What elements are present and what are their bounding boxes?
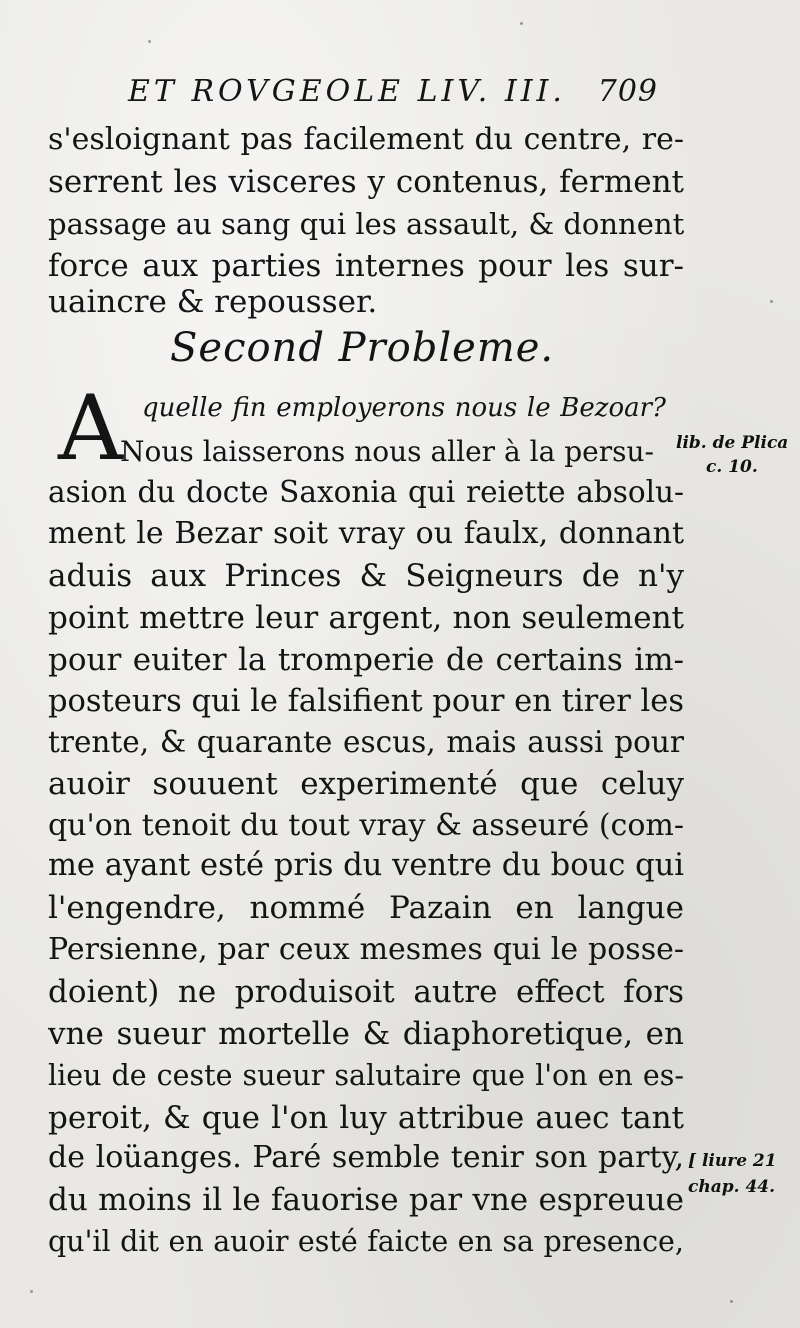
text-line: l'engendre, nommé Pazain en langue — [48, 890, 684, 926]
margin-note-plica-ref: c. 10. — [706, 457, 758, 477]
paper-speck — [30, 1290, 33, 1293]
text-line: Nous laisserons nous aller à la persu- — [120, 435, 654, 468]
text-line: me ayant esté pris du ventre du bouc qui — [48, 848, 684, 883]
text-line: qu'on tenoit du tout vray & asseuré (com- — [48, 808, 684, 843]
text-line: s'esloignant pas facilement du centre, re- — [48, 122, 684, 157]
text-line: doient) ne produisoit autre effect fors — [48, 974, 684, 1010]
text-line: qu'il dit en auoir esté faicte en sa presence, — [48, 1225, 684, 1258]
drop-cap: A — [58, 376, 123, 481]
text-line: trente, & quarante escus, mais aussi pour — [48, 725, 684, 759]
text-line: aduis aux Princes & Seigneurs de n'y — [48, 558, 684, 594]
margin-note-chap: chap. 44. — [688, 1177, 776, 1197]
text-line: passage au sang qui les assault, & donnent — [48, 207, 684, 241]
text-line: auoir souuent experimenté que celuy — [48, 766, 684, 802]
running-header — [128, 74, 658, 114]
paper-speck — [520, 22, 523, 25]
page-number: 709 — [597, 74, 658, 109]
text-line: de loüanges. Paré semble tenir son party, — [48, 1140, 684, 1175]
text-line: force aux parties internes pour les sur- — [48, 248, 684, 284]
margin-note-liure: [ liure 21 — [688, 1151, 777, 1171]
running-title: ET ROVGEOLE LIV. III. — [128, 74, 566, 109]
text-line: peroit, & que l'on luy attribue auec tant — [48, 1100, 684, 1136]
text-line: Persienne, par ceux mesmes qui le posse- — [48, 932, 684, 967]
section-heading: Second Probleme. — [170, 325, 555, 371]
paper-speck — [730, 1300, 733, 1303]
text-line: posteurs qui le falsifient pour en tirer les — [48, 684, 684, 719]
text-line: uaincre & repousser. — [48, 284, 378, 320]
paper-speck — [770, 300, 773, 303]
question-line: quelle fin employerons nous le Bezoar? — [142, 393, 666, 423]
text-line: asion du docte Saxonia qui reiette absolu- — [48, 475, 684, 509]
text-line: serrent les visceres y contenus, ferment — [48, 164, 684, 200]
paper-speck — [148, 40, 151, 43]
text-line: pour euiter la tromperie de certains im- — [48, 642, 684, 678]
text-line: du moins il le fauorise par vne espreuue — [48, 1182, 684, 1218]
text-line: vne sueur mortelle & diaphoretique, en — [48, 1016, 684, 1052]
text-line: lieu de ceste sueur salutaire que l'on en es- — [48, 1059, 684, 1092]
text-line: point mettre leur argent, non seulement — [48, 600, 684, 636]
margin-note-plica: lib. de Plica — [676, 433, 789, 453]
text-line: ment le Bezar soit vray ou faulx, donnant — [48, 516, 684, 551]
